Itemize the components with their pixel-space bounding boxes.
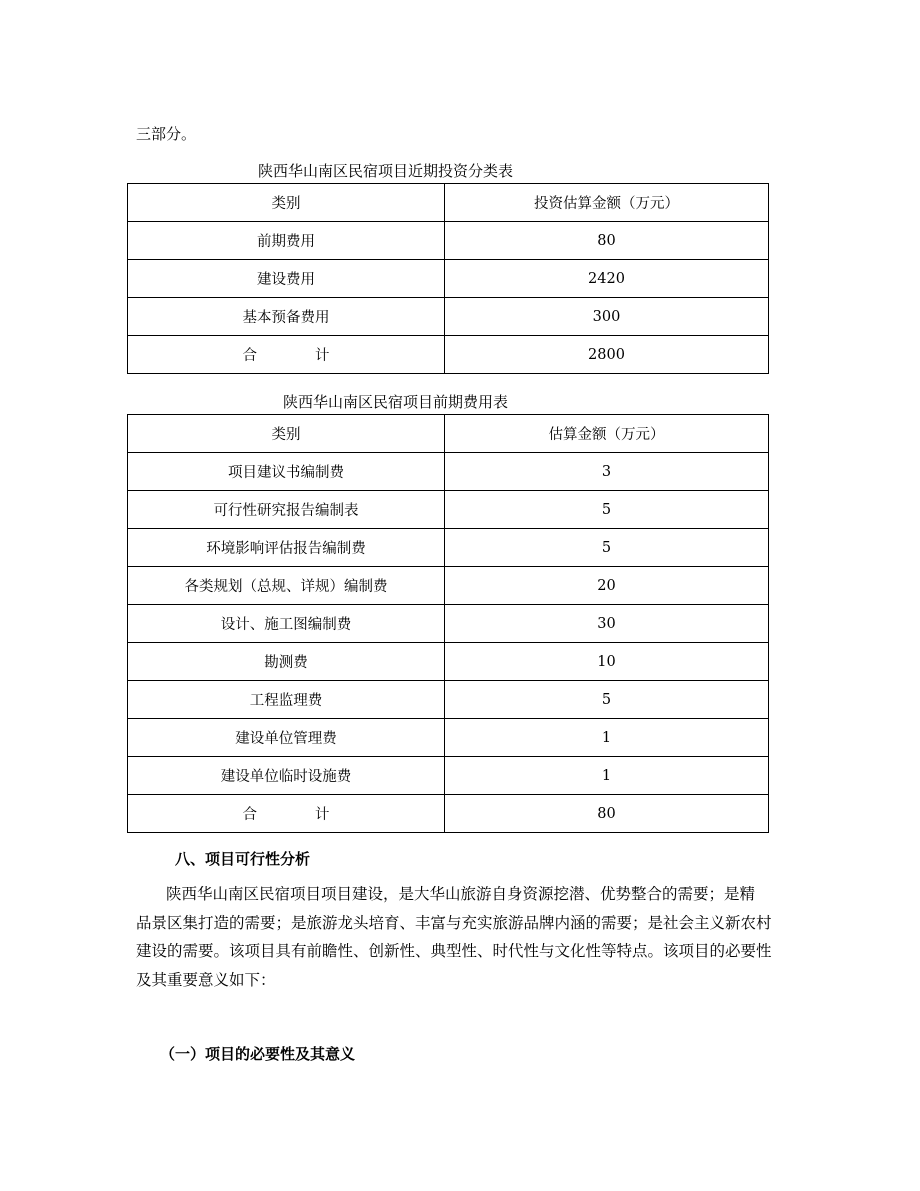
subsection-heading: （一）项目的必要性及其意义 [160,1045,356,1063]
paragraph-line: 陕西华山南区民宿项目项目建设，是大华山旅游自身资源挖潜、优势整合的需要；是精 [166,885,756,903]
table-row [128,605,769,643]
amount-cell: 5 [445,681,769,719]
category-cell: 基本预备费用 [128,298,445,336]
column-header-category: 类别 [128,184,445,222]
amount-cell: 3 [445,453,769,491]
amount-cell: 80 [445,222,769,260]
table-row [128,222,769,260]
total-amount-cell: 2800 [445,336,769,374]
amount-cell: 1 [445,757,769,795]
total-amount-cell: 80 [445,795,769,833]
table-total-row [128,795,769,833]
category-cell: 建设单位管理费 [128,719,445,757]
amount-cell: 5 [445,529,769,567]
intro-fragment: 三部分。 [136,125,197,143]
table-row [128,491,769,529]
category-cell: 环境影响评估报告编制费 [128,529,445,567]
amount-cell: 300 [445,298,769,336]
category-cell: 勘测费 [128,643,445,681]
paragraph-line: 建设的需要。该项目具有前瞻性、创新性、典型性、时代性与文化性等特点。该项目的必要性 [136,942,772,960]
amount-cell: 2420 [445,260,769,298]
table-header-row [128,415,769,453]
table-header-row [128,184,769,222]
category-cell: 建设费用 [128,260,445,298]
table-row [128,757,769,795]
category-cell: 各类规划（总规、详规）编制费 [128,567,445,605]
investment-table [127,183,769,374]
category-cell: 可行性研究报告编制表 [128,491,445,529]
amount-cell: 20 [445,567,769,605]
table-total-row [128,336,769,374]
category-cell: 设计、施工图编制费 [128,605,445,643]
category-cell: 项目建议书编制费 [128,453,445,491]
section-heading: 八、项目可行性分析 [175,850,311,868]
category-cell: 工程监理费 [128,681,445,719]
column-header-category: 类别 [128,415,445,453]
amount-cell: 5 [445,491,769,529]
column-header-amount: 估算金额（万元） [445,415,769,453]
table-row [128,719,769,757]
table-row [128,529,769,567]
table2-caption: 陕西华山南区民宿项目前期费用表 [283,393,509,411]
column-header-amount: 投资估算金额（万元） [445,184,769,222]
table-row [128,453,769,491]
amount-cell: 10 [445,643,769,681]
table-row [128,260,769,298]
amount-cell: 1 [445,719,769,757]
table-row [128,643,769,681]
total-label-cell: 合 计 [128,795,445,833]
paragraph-line: 品景区集打造的需要；是旅游龙头培育、丰富与充实旅游品牌内涵的需要；是社会主义新农村 [136,913,772,932]
preliminary-cost-table [127,414,769,833]
total-label-cell: 合 计 [128,336,445,374]
table-row [128,681,769,719]
paragraph-line: 及其重要意义如下： [136,970,276,989]
body-paragraph [136,880,776,994]
table-row [128,567,769,605]
table1-caption: 陕西华山南区民宿项目近期投资分类表 [258,162,514,180]
amount-cell: 30 [445,605,769,643]
category-cell: 建设单位临时设施费 [128,757,445,795]
category-cell: 前期费用 [128,222,445,260]
table-row [128,298,769,336]
